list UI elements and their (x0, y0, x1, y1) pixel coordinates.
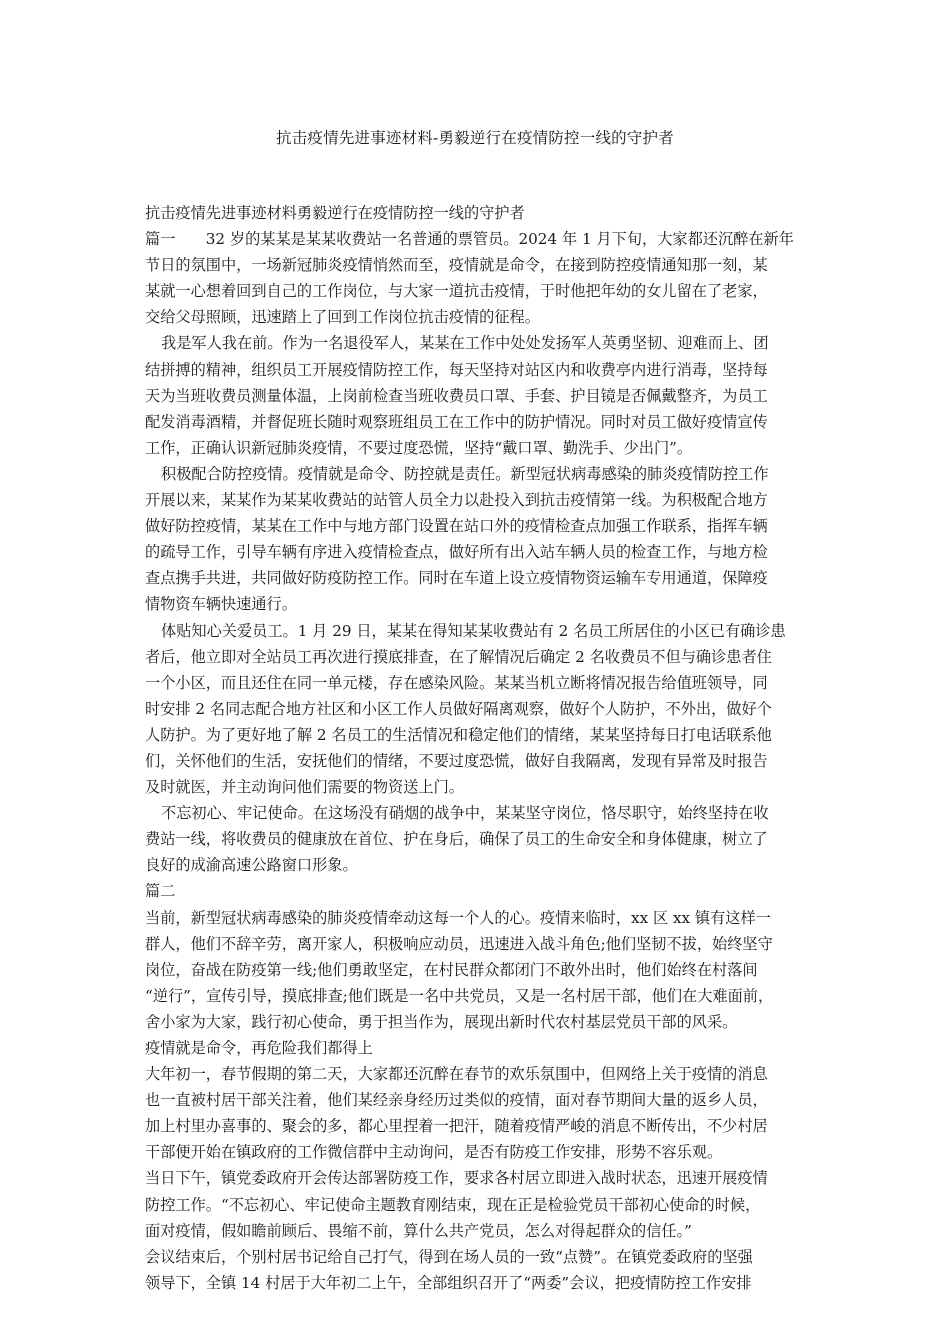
text-line: 者后，他立即对全站员工再次进行摸底排查，在了解情况后确定 2 名收费员不但与确诊患者住 (145, 647, 772, 666)
text-line: 领导下，全镇 14 村居于大年初二上午，全部组织召开了“两委”会议，把疫情防控工作安排 (145, 1273, 752, 1292)
text-line: 篇一 32 岁的某某是某某收费站一名普通的票管员。2024 年 1 月下旬，大家都还沉醉在新年 (145, 230, 794, 249)
text-line: 不忘初心、牢记使命。在这场没有硝烟的战争中，某某坚守岗位，恪尽职守，始终坚持在收 (161, 804, 769, 823)
text-line: 开展以来，某某作为某某收费站的站管人员全力以赴投入到抗击疫情第一线。为积极配合地方 (145, 491, 768, 510)
text-line: 良好的成渝高速公路窗口形象。 (145, 856, 358, 875)
text-line: 舍小家为大家，践行初心使命，勇于担当作为，展现出新时代农村基层党员干部的风采。 (145, 1012, 738, 1031)
text-line: 当日下午，镇党委政府开会传达部署防疫工作，要求各村居立即进入战时状态，迅速开展疫情 (145, 1169, 768, 1188)
text-line: 我是军人我在前。作为一名退役军人，某某在工作中处处发扬军人英勇坚韧、迎难而上、团 (161, 334, 769, 353)
text-line: 某就一心想着回到自己的工作岗位，与大家一道抗击疫情，于时他把年幼的女儿留在了老家， (145, 282, 768, 301)
text-line: 情物资车辆快速通行。 (145, 595, 297, 614)
text-line: 抗击疫情先进事迹材料勇毅逆行在疫情防控一线的守护者 (145, 204, 525, 222)
text-line: 面对疫情，假如瞻前顾后、畏缩不前，算什么共产党员，怎么对得起群众的信任。” (145, 1221, 692, 1240)
text-line: 篇二 (145, 882, 176, 901)
text-line: 配发消毒酒精，并督促班长随时观察班组员工在工作中的防护情况。同时对员工做好疫情宣传 (145, 412, 768, 431)
text-line: 也一直被村居干部关注着，他们某经亲身经历过类似的疫情，面对春节期间大量的返乡人员， (145, 1091, 768, 1110)
text-line: 加上村里办喜事的、聚会的多，都心里捏着一把汗，随着疫情严峻的消息不断传出，不少村居 (145, 1117, 768, 1136)
text-line: 疫情就是命令，再危险我们都得上 (145, 1039, 373, 1057)
text-line: 岗位，奋战在防疫第一线;他们勇敢坚定，在村民群众都闭门不敢外出时，他们始终在村落间 (145, 960, 758, 979)
text-line: 结拼搏的精神，组织员工开展疫情防控工作，每天坚持对站区内和收费亭内进行消毒，坚持每 (145, 360, 768, 379)
text-line: 及时就医，并主动询问他们需要的物资送上门。 (145, 778, 464, 797)
text-line: 人防护。为了更好地了解 2 名员工的生活情况和稳定他们的情绪，某某坚持每日打电话联系他 (145, 725, 772, 744)
text-line: 交给父母照顾，迅速踏上了回到工作岗位抗击疫情的征程。 (145, 308, 540, 327)
text-line: 查点携手共进，共同做好防疫防控工作。同时在车道上设立疫情物资运输车专用通道，保障疫 (145, 569, 768, 588)
text-line: 时安排 2 名同志配合地方社区和小区工作人员做好隔离观察，做好个人防护，不外出，做好个 (145, 699, 772, 718)
text-line: “逆行”，宣传引导，摸底排查;他们既是一名中共党员，又是一名村居干部，他们在大难面前， (145, 986, 774, 1005)
text-line: 们，关怀他们的生活，安抚他们的情绪，不要过度恐慌，做好自我隔离，发现有异常及时报告 (145, 751, 768, 770)
document-title: 抗击疫情先进事迹材料-勇毅逆行在疫情防控一线的守护者 (276, 129, 674, 147)
text-line: 节日的氛围中，一场新冠肺炎疫情悄然而至，疫情就是命令，在接到防控疫情通知那一刻，某 (145, 256, 768, 275)
text-line: 当前，新型冠状病毒感染的肺炎疫情牵动这每一个人的心。疫情来临时，xx 区 xx 镇有这样一 (145, 908, 771, 927)
text-line: 积极配合防控疫情。疫情就是命令、防控就是责任。新型冠状病毒感染的肺炎疫情防控工作 (161, 464, 769, 483)
text-line: 体贴知心关爱员工。1 月 29 日，某某在得知某某收费站有 2 名员工所居住的小区已有确诊患 (161, 621, 786, 640)
text-line: 做好防控疫情，某某在工作中与地方部门设置在站口外的疫情检查点加强工作联系，指挥车辆 (145, 517, 768, 536)
text-line: 大年初一，春节假期的第二天，大家都还沉醉在春节的欢乐氛围中，但网络上关于疫情的消息 (145, 1065, 768, 1084)
text-line: 群人，他们不辞辛劳，离开家人，积极响应动员，迅速进入战斗角色;他们坚韧不拔，始终坚守 (145, 934, 773, 953)
text-line: 的疏导工作，引导车辆有序进入疫情检查点，做好所有出入站车辆人员的检查工作，与地方检 (145, 543, 768, 562)
text-line: 干部便开始在镇政府的工作微信群中主动询问，是否有防疫工作安排，形势不容乐观。 (145, 1143, 723, 1162)
document-body (145, 200, 817, 1296)
text-line: 会议结束后，个别村居书记给自己打气，得到在场人员的一致“点赞”。在镇党委政府的坚强 (145, 1247, 753, 1266)
text-line: 工作，正确认识新冠肺炎疫情，不要过度恐慌，坚持“戴口罩、勤洗手、少出门”。 (145, 438, 693, 457)
text-line: 一个小区，而且还住在同一单元楼，存在感染风险。某某当机立断将情况报告给值班领导，同 (145, 673, 768, 692)
text-line: 费站一线，将收费员的健康放在首位、护在身后，确保了员工的生命安全和身体健康，树立了 (145, 830, 768, 849)
text-line: 天为当班收费员测量体温，上岗前检查当班收费员口罩、手套、护目镜是否佩戴整齐，为员工 (145, 386, 768, 405)
text-line: 防控工作。“不忘初心、牢记使命主题教育刚结束，现在正是检验党员干部初心使命的时候， (145, 1195, 761, 1214)
